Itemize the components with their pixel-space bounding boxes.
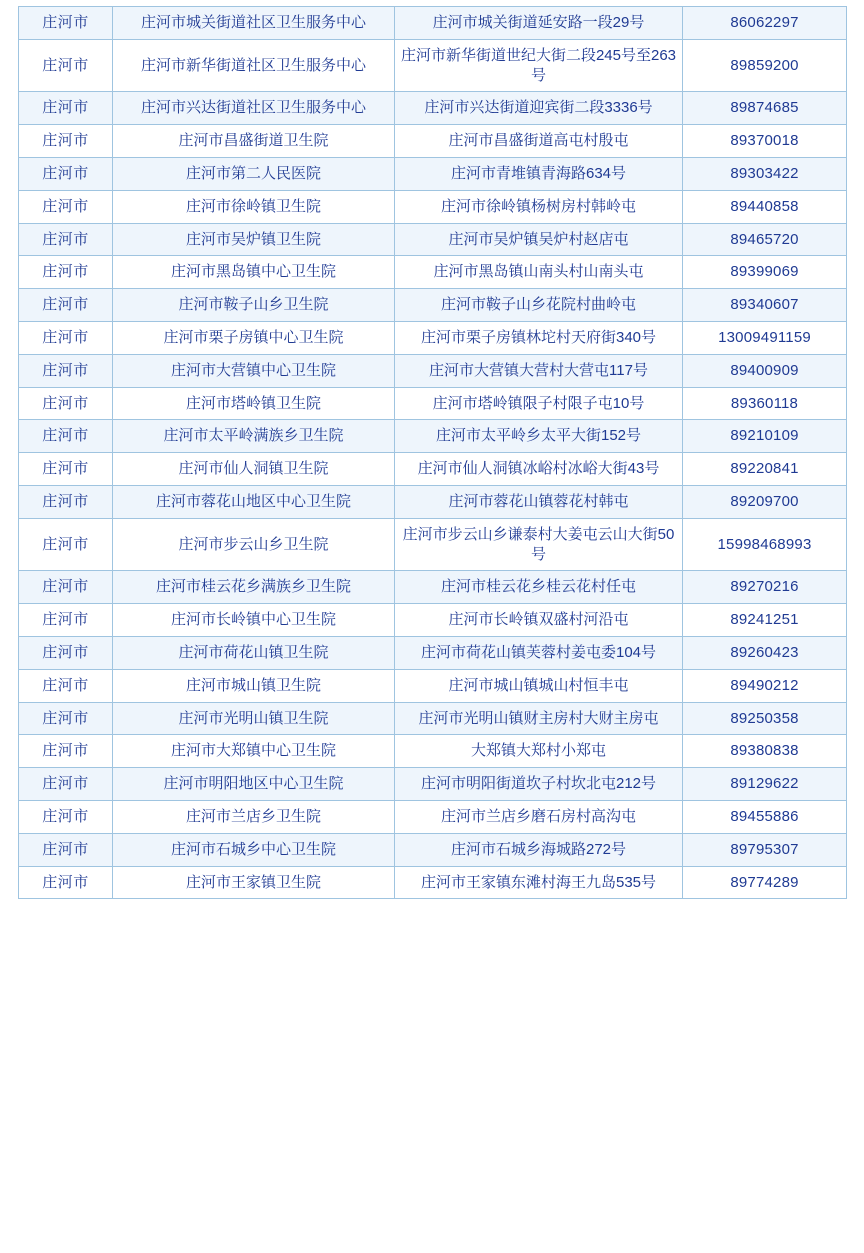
cell-address: 庄河市兰店乡磨石房村高沟屯 [395,800,683,833]
table-row [19,485,847,518]
cell-facility-name: 庄河市新华街道社区卫生服务中心 [113,39,395,92]
cell-address: 庄河市城山镇城山村恒丰屯 [395,669,683,702]
table-row [19,833,847,866]
cell-address: 庄河市蓉花山镇蓉花村韩屯 [395,485,683,518]
cell-facility-name: 庄河市吴炉镇卫生院 [113,223,395,256]
cell-region: 庄河市 [19,636,113,669]
table-row [19,669,847,702]
cell-facility-name: 庄河市栗子房镇中心卫生院 [113,321,395,354]
cell-phone: 89795307 [683,833,847,866]
cell-address: 庄河市吴炉镇吴炉村赵店屯 [395,223,683,256]
cell-region: 庄河市 [19,604,113,637]
cell-address: 庄河市荷花山镇芙蓉村姜屯委104号 [395,636,683,669]
cell-facility-name: 庄河市黑岛镇中心卫生院 [113,256,395,289]
cell-address: 大郑镇大郑村小郑屯 [395,735,683,768]
table-row [19,39,847,92]
cell-region: 庄河市 [19,256,113,289]
cell-region: 庄河市 [19,223,113,256]
cell-region: 庄河市 [19,190,113,223]
cell-region: 庄河市 [19,485,113,518]
cell-phone: 89340607 [683,289,847,322]
cell-phone: 89465720 [683,223,847,256]
cell-region: 庄河市 [19,157,113,190]
table-body [19,7,847,899]
cell-region: 庄河市 [19,125,113,158]
cell-phone: 89874685 [683,92,847,125]
cell-facility-name: 庄河市兴达街道社区卫生服务中心 [113,92,395,125]
cell-region: 庄河市 [19,702,113,735]
cell-address: 庄河市塔岭镇限子村限子屯10号 [395,387,683,420]
table-row [19,636,847,669]
table-row [19,453,847,486]
cell-facility-name: 庄河市第二人民医院 [113,157,395,190]
cell-region: 庄河市 [19,289,113,322]
cell-phone: 89129622 [683,768,847,801]
table-row [19,420,847,453]
cell-region: 庄河市 [19,800,113,833]
cell-region: 庄河市 [19,354,113,387]
cell-facility-name: 庄河市仙人洞镇卫生院 [113,453,395,486]
cell-region: 庄河市 [19,92,113,125]
table-row [19,604,847,637]
cell-phone: 89370018 [683,125,847,158]
cell-phone: 89360118 [683,387,847,420]
cell-phone: 89220841 [683,453,847,486]
cell-phone: 89400909 [683,354,847,387]
cell-phone: 13009491159 [683,321,847,354]
cell-facility-name: 庄河市步云山乡卫生院 [113,518,395,571]
cell-phone: 89440858 [683,190,847,223]
cell-address: 庄河市桂云花乡桂云花村任屯 [395,571,683,604]
table-row [19,157,847,190]
cell-region: 庄河市 [19,866,113,899]
table-row [19,702,847,735]
table-row [19,866,847,899]
cell-phone: 89490212 [683,669,847,702]
table-row [19,321,847,354]
cell-region: 庄河市 [19,768,113,801]
cell-phone: 15998468993 [683,518,847,571]
cell-facility-name: 庄河市昌盛街道卫生院 [113,125,395,158]
cell-phone: 89774289 [683,866,847,899]
cell-region: 庄河市 [19,669,113,702]
cell-facility-name: 庄河市太平岭满族乡卫生院 [113,420,395,453]
cell-address: 庄河市徐岭镇杨树房村韩岭屯 [395,190,683,223]
table-row [19,7,847,40]
table-row [19,518,847,571]
cell-phone: 89380838 [683,735,847,768]
cell-facility-name: 庄河市兰店乡卫生院 [113,800,395,833]
cell-facility-name: 庄河市大营镇中心卫生院 [113,354,395,387]
cell-address: 庄河市兴达街道迎宾街二段3336号 [395,92,683,125]
cell-facility-name: 庄河市光明山镇卫生院 [113,702,395,735]
table-row [19,125,847,158]
cell-phone: 89260423 [683,636,847,669]
cell-region: 庄河市 [19,571,113,604]
cell-phone: 89241251 [683,604,847,637]
cell-address: 庄河市大营镇大营村大营屯117号 [395,354,683,387]
cell-phone: 89399069 [683,256,847,289]
cell-region: 庄河市 [19,735,113,768]
cell-address: 庄河市青堆镇青海路634号 [395,157,683,190]
cell-facility-name: 庄河市塔岭镇卫生院 [113,387,395,420]
cell-address: 庄河市王家镇东滩村海王九岛535号 [395,866,683,899]
cell-phone: 89209700 [683,485,847,518]
cell-address: 庄河市长岭镇双盛村河沿屯 [395,604,683,637]
cell-region: 庄河市 [19,420,113,453]
cell-address: 庄河市栗子房镇林坨村天府街340号 [395,321,683,354]
table-row [19,387,847,420]
cell-phone: 89859200 [683,39,847,92]
table-row [19,256,847,289]
table-row [19,735,847,768]
cell-facility-name: 庄河市王家镇卫生院 [113,866,395,899]
cell-region: 庄河市 [19,833,113,866]
cell-region: 庄河市 [19,453,113,486]
cell-region: 庄河市 [19,518,113,571]
table-row [19,289,847,322]
cell-region: 庄河市 [19,39,113,92]
cell-address: 庄河市黑岛镇山南头村山南头屯 [395,256,683,289]
table-row [19,800,847,833]
cell-region: 庄河市 [19,321,113,354]
health-facility-table [18,6,847,899]
cell-phone: 89303422 [683,157,847,190]
cell-address: 庄河市城关街道延安路一段29号 [395,7,683,40]
cell-facility-name: 庄河市明阳地区中心卫生院 [113,768,395,801]
cell-address: 庄河市光明山镇财主房村大财主房屯 [395,702,683,735]
cell-facility-name: 庄河市荷花山镇卫生院 [113,636,395,669]
table-row [19,768,847,801]
table-row [19,92,847,125]
cell-facility-name: 庄河市城关街道社区卫生服务中心 [113,7,395,40]
cell-phone: 89270216 [683,571,847,604]
cell-facility-name: 庄河市长岭镇中心卫生院 [113,604,395,637]
cell-phone: 86062297 [683,7,847,40]
cell-address: 庄河市太平岭乡太平大街152号 [395,420,683,453]
cell-facility-name: 庄河市城山镇卫生院 [113,669,395,702]
cell-region: 庄河市 [19,387,113,420]
table-row [19,223,847,256]
cell-facility-name: 庄河市桂云花乡满族乡卫生院 [113,571,395,604]
cell-phone: 89455886 [683,800,847,833]
cell-region: 庄河市 [19,7,113,40]
cell-facility-name: 庄河市大郑镇中心卫生院 [113,735,395,768]
table-row [19,571,847,604]
cell-address: 庄河市石城乡海城路272号 [395,833,683,866]
cell-facility-name: 庄河市鞍子山乡卫生院 [113,289,395,322]
cell-facility-name: 庄河市徐岭镇卫生院 [113,190,395,223]
cell-address: 庄河市昌盛街道高屯村殷屯 [395,125,683,158]
cell-address: 庄河市新华街道世纪大街二段245号至263号 [395,39,683,92]
cell-phone: 89250358 [683,702,847,735]
cell-phone: 89210109 [683,420,847,453]
table-row [19,190,847,223]
cell-address: 庄河市鞍子山乡花院村曲岭屯 [395,289,683,322]
cell-facility-name: 庄河市石城乡中心卫生院 [113,833,395,866]
cell-address: 庄河市步云山乡谦泰村大姜屯云山大街50号 [395,518,683,571]
cell-address: 庄河市明阳街道坎子村坎北屯212号 [395,768,683,801]
table-row [19,354,847,387]
cell-address: 庄河市仙人洞镇冰峪村冰峪大街43号 [395,453,683,486]
cell-facility-name: 庄河市蓉花山地区中心卫生院 [113,485,395,518]
